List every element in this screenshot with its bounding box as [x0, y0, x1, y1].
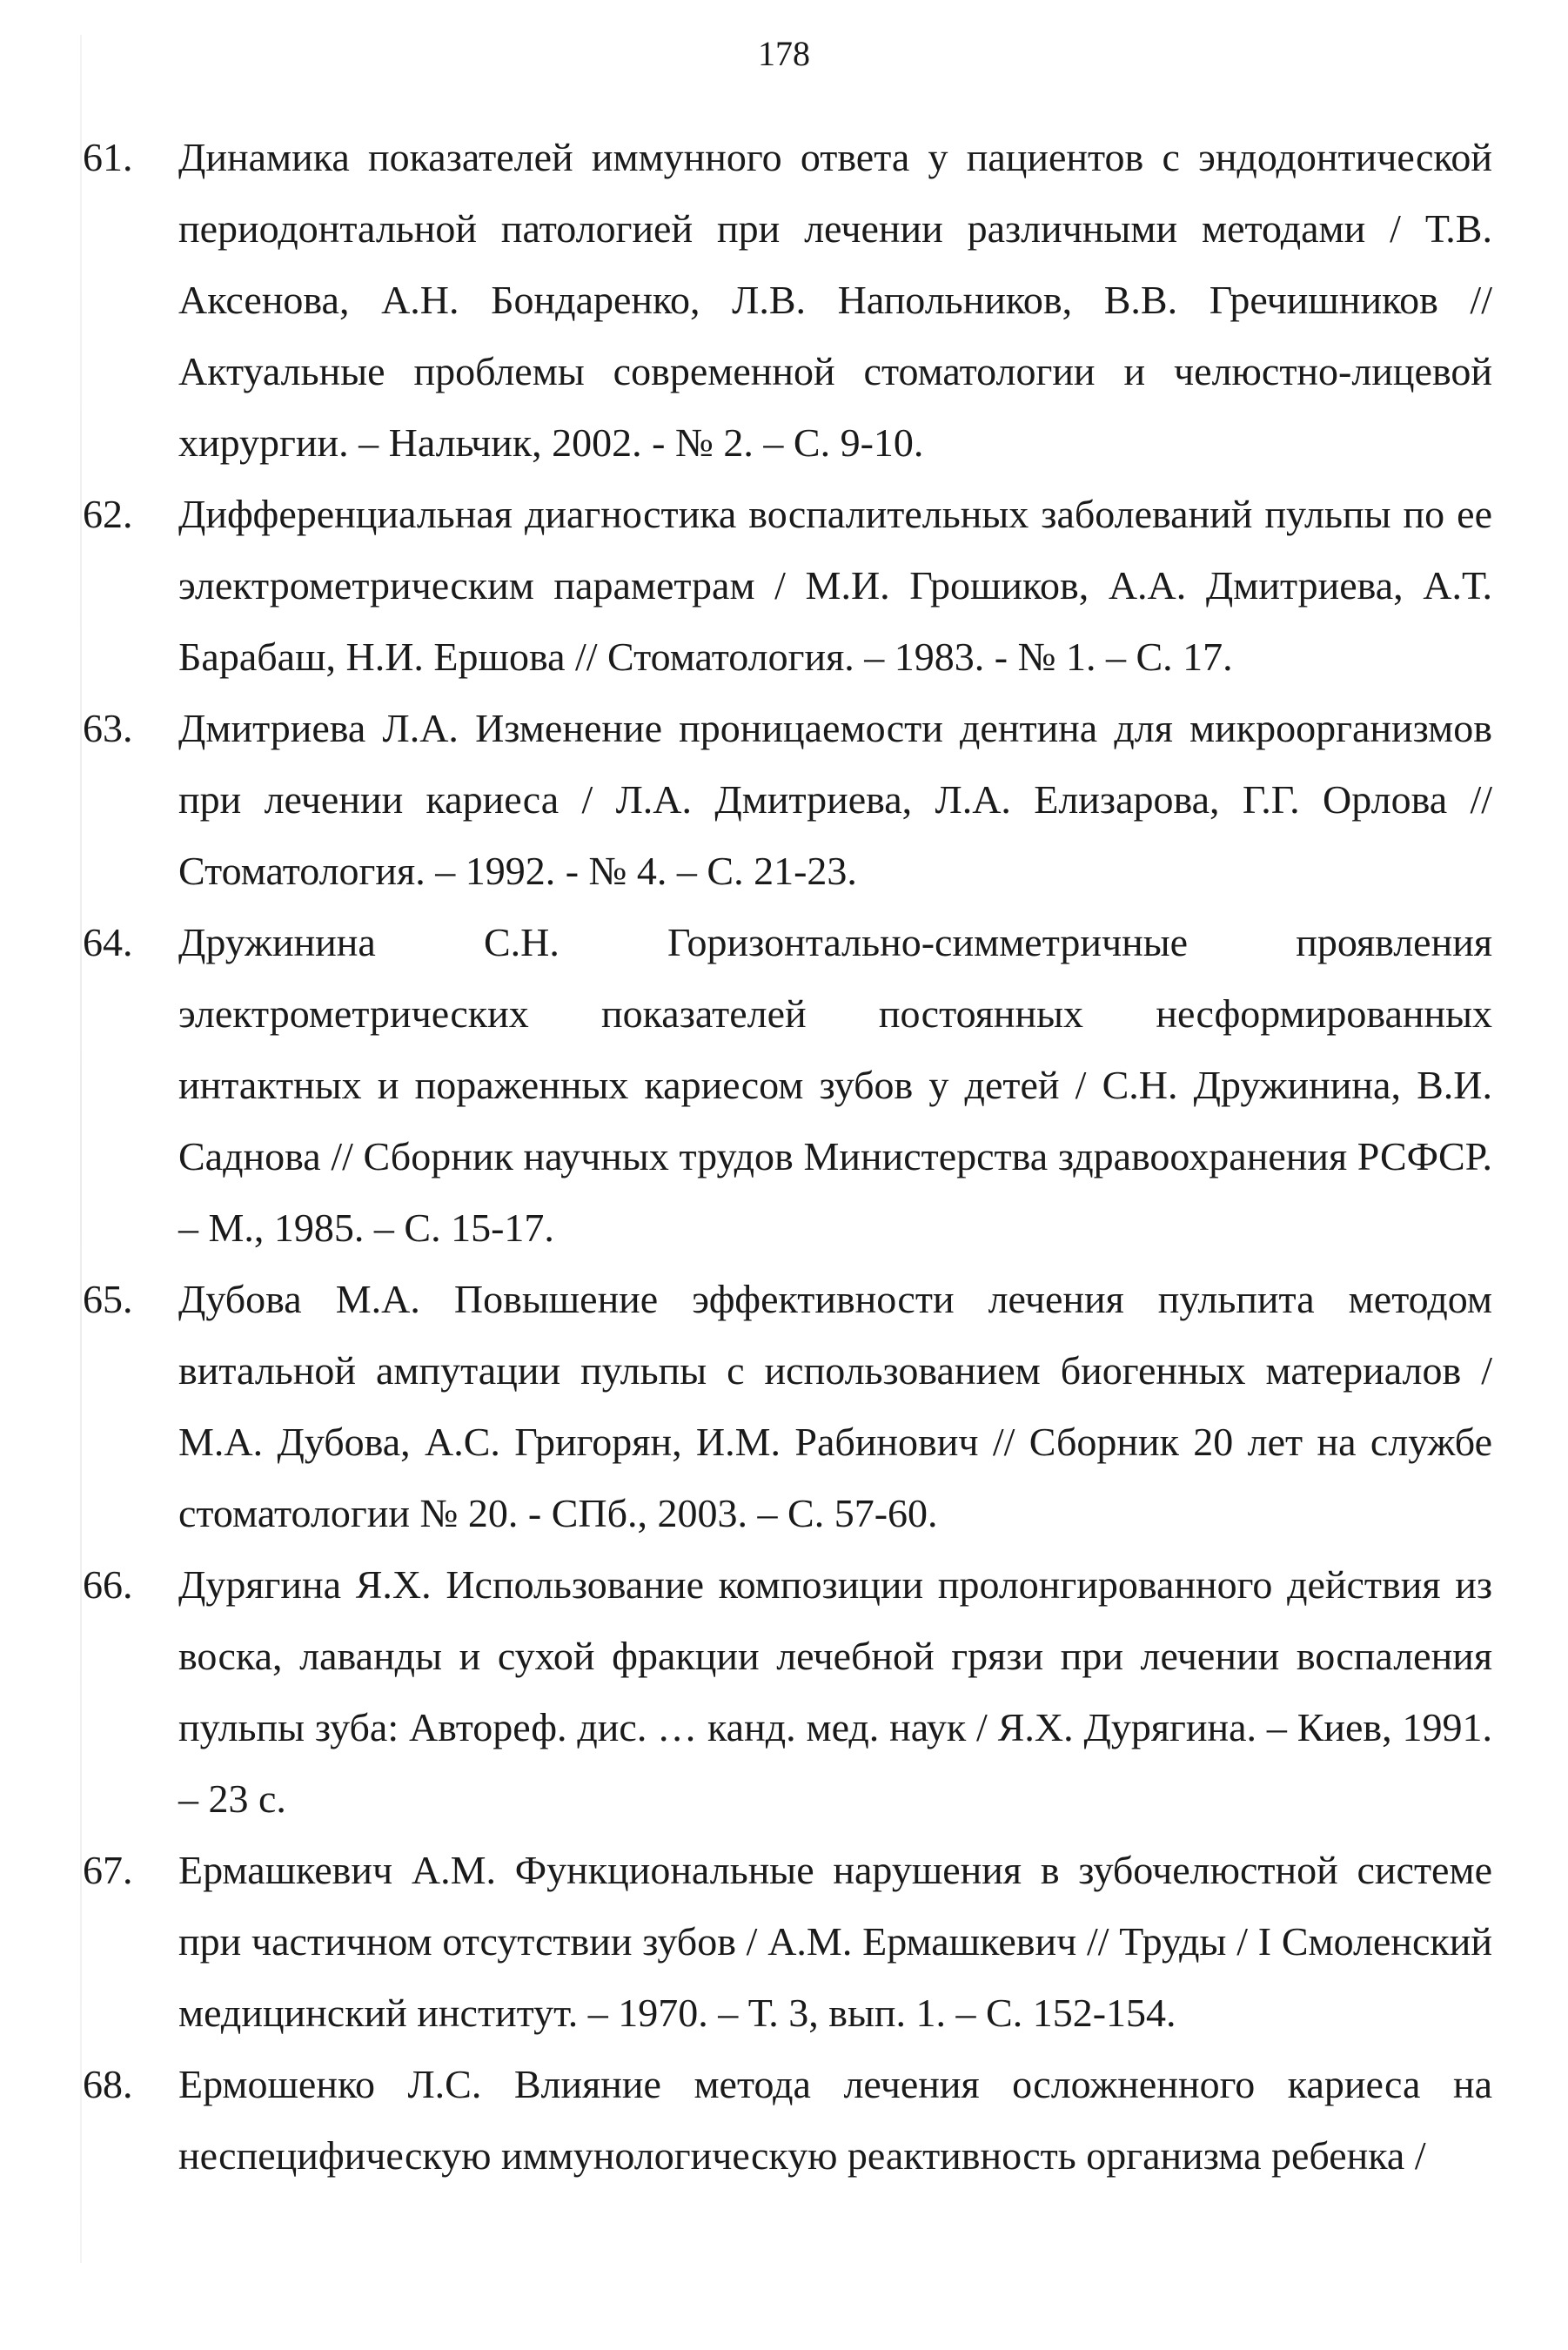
scan-edge-shadow — [80, 35, 82, 2263]
reference-item — [83, 907, 1492, 1264]
reference-text: Дифференциальная диагностика воспалительных заболеваний пульпы по ее электрометрическим параметрам / М.И. Грошиков, А.А. Дмитриева, А.Т. Барабаш, Н.И. Ершова // Стоматология. – 1983. - № 1. – С. 17. — [178, 492, 1492, 679]
reference-text: Дмитриева Л.А. Изменение проницаемости дентина для микроорганизмов при лечении кариеса / Л.А. Дмитриева, Л.А. Елизарова, Г.Г. Орлова // Стоматология. – 1992. - № 4. – С. 21-23. — [178, 706, 1492, 893]
reference-item — [83, 2049, 1492, 2192]
reference-item — [83, 1549, 1492, 1835]
reference-item — [83, 1264, 1492, 1549]
reference-number: 62. — [83, 492, 133, 536]
reference-list — [83, 122, 1492, 2192]
reference-number: 68. — [83, 2062, 133, 2106]
reference-number: 67. — [83, 1848, 133, 1892]
reference-item — [83, 1835, 1492, 2049]
reference-number: 63. — [83, 706, 133, 750]
reference-text: Дубова М.А. Повышение эффективности лечения пульпита методом витальной ампутации пульпы с использованием биогенных материалов / М.А. Дубова, А.С. Григорян, И.М. Рабинович // Сборник 20 лет на службе стоматологии № 20. - СПб., 2003. – С. 57-60. — [178, 1277, 1492, 1535]
reference-item — [83, 693, 1492, 907]
reference-number: 64. — [83, 920, 133, 964]
reference-item — [83, 122, 1492, 479]
reference-text: Ермошенко Л.С. Влияние метода лечения осложненного кариеса на неспецифическую иммунологическую реактивность организма ребенка / — [178, 2062, 1492, 2178]
reference-text: Дурягина Я.Х. Использование композиции пролонгированного действия из воска, лаванды и сухой фракции лечебной грязи при лечении воспаления пульпы зуба: Автореф. дис. … канд. мед. наук / Я.Х. Дурягина. – Киев, 1991. – 23 с. — [178, 1562, 1492, 1821]
reference-text: Ермашкевич А.М. Функциональные нарушения в зубочелюстной системе при частичном отсутствии зубов / А.М. Ермашкевич // Труды / I Смоленский медицинский институт. – 1970. – Т. 3, вып. 1. – С. 152-154. — [178, 1848, 1492, 2035]
reference-text: Динамика показателей иммунного ответа у пациентов с эндодонтической периодонтальной патологией при лечении различными методами / Т.В. Аксенова, А.Н. Бондаренко, Л.В. Напольников, В.В. Гречишников // Актуальные проблемы современной стоматологии и челюстно-лицевой хирургии. – Нальчик, 2002. - № 2. – С. 9-10. — [178, 135, 1492, 465]
reference-text: Дружинина С.Н. Горизонтально-симметричные проявления электрометрических показателей постоянных несформированных интактных и пораженных кариесом зубов у детей / С.Н. Дружинина, В.И. Саднова // Сборник научных трудов Министерства здравоохранения РСФСР. – М., 1985. – С. 15-17. — [178, 920, 1492, 1250]
reference-number: 65. — [83, 1277, 133, 1321]
reference-item — [83, 479, 1492, 693]
reference-number: 61. — [83, 135, 133, 179]
page-number: 178 — [758, 34, 810, 73]
reference-number: 66. — [83, 1562, 133, 1607]
